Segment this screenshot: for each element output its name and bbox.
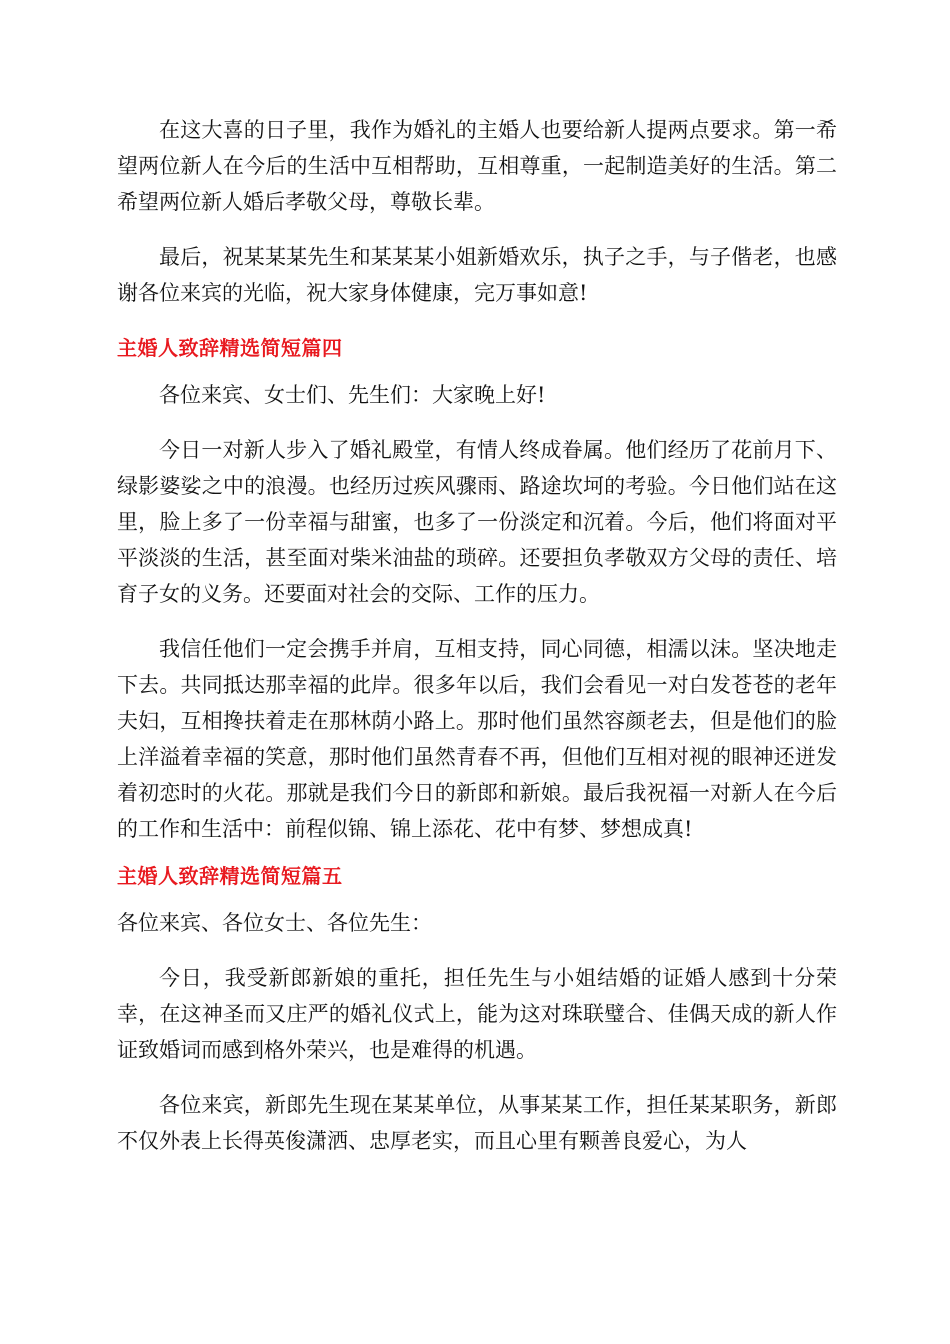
document-body bbox=[117, 112, 837, 1178]
paragraph-salutation: 各位来宾、各位女士、各位先生： bbox=[117, 911, 432, 935]
paragraph-requirements: 在这大喜的日子里，我作为婚礼的主婚人也要给新人提两点要求。第一希望两位新人在今后的生活中互相帮助，互相尊重，一起制造美好的生活。第二希望两位新人婚后孝敬父母，尊敬长辈。 bbox=[117, 118, 837, 214]
paragraph-blessing: 最后，祝某某某先生和某某某小姐新婚欢乐，执子之手，与子偕老，也感谢各位来宾的光临，祝大家身体健康，完万事如意! bbox=[117, 245, 837, 305]
section-heading-five: 主婚人致辞精选简短篇五 bbox=[117, 864, 343, 888]
paragraph-witness: 今日，我受新郎新娘的重托，担任先生与小姐结婚的证婚人感到十分荣幸，在这神圣而又庄严的婚礼仪式上，能为这对珠联璧合、佳偶天成的新人作证致婚词而感到格外荣兴，也是难得的机遇。 bbox=[117, 966, 837, 1062]
paragraph-groom: 各位来宾，新郎先生现在某某单位，从事某某工作，担任某某职务，新郎不仅外表上长得英俊潇洒、忠厚老实，而且心里有颗善良爱心，为人 bbox=[117, 1093, 837, 1153]
paragraph-wedding-hall: 今日一对新人步入了婚礼殿堂，有情人终成眷属。他们经历了花前月下、绿影婆娑之中的浪漫。也经历过疾风骤雨、路途坎坷的考验。今日他们站在这里，脸上多了一份幸福与甜蜜，也多了一份淡定和沉着。今后，他们将面对平平淡淡的生活，甚至面对柴米油盐的琐碎。还要担负孝敬双方父母的责任、培育子女的义务。还要面对社会的交际、工作的压力。 bbox=[117, 438, 837, 606]
section-heading-four: 主婚人致辞精选简短篇四 bbox=[117, 336, 343, 360]
paragraph-greeting: 各位来宾、女士们、先生们：大家晚上好! bbox=[159, 383, 546, 407]
paragraph-trust: 我信任他们一定会携手并肩，互相支持，同心同德，相濡以沫。坚决地走下去。共同抵达那幸福的此岸。很多年以后，我们会看见一对白发苍苍的老年夫妇，互相搀扶着走在那林荫小路上。那时他们虽然容颜老去，但是他们的脸上洋溢着幸福的笑意，那时他们虽然青春不再，但他们互相对视的眼神还迸发着初恋时的火花。那就是我们今日的新郎和新娘。最后我祝福一对新人在今后的工作和生活中：前程似锦、锦上添花、花中有梦、梦想成真! bbox=[117, 637, 837, 841]
